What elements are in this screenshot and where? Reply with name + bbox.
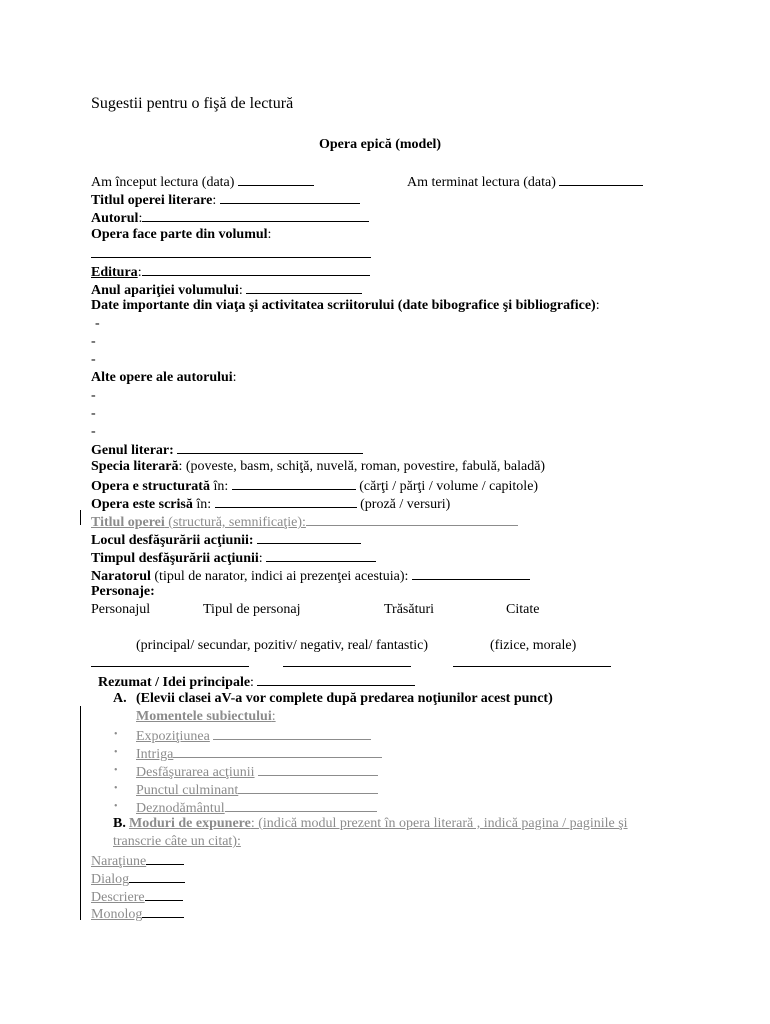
moment-item: Expoziţiunea xyxy=(136,726,371,746)
table-header-quotes: Citate xyxy=(506,602,540,617)
bio-item: - xyxy=(91,352,96,367)
bullet-icon: • xyxy=(114,783,118,794)
mode-item: Dialog xyxy=(91,869,185,889)
page-heading: Sugestii pentru o fişă de lectură xyxy=(91,95,294,112)
table-subheader-traits: (fizice, morale) xyxy=(490,638,577,653)
section-b-text-2: transcrie câte un citat): xyxy=(113,834,241,849)
section-b-text: Moduri de expunere: (indică modul prezent în opera literară , indică pagina / paginile şi xyxy=(129,816,628,831)
change-bar xyxy=(80,510,81,525)
structure-field: Opera e structurată în: (cărţi / părţi / volume / capitole) xyxy=(91,476,538,496)
author-field: Autorul: xyxy=(91,208,369,228)
other-works-item: - xyxy=(91,406,96,421)
genre-field: Genul literar: xyxy=(91,440,363,460)
table-header-type: Tipul de personaj xyxy=(203,602,301,617)
volume-field: Opera face parte din volumul: xyxy=(91,227,272,242)
table-blank xyxy=(283,666,411,667)
table-header-traits: Trăsături xyxy=(384,602,435,617)
moment-item: Deznodământul xyxy=(136,798,377,818)
section-b-marker: B. xyxy=(113,816,126,831)
moment-item: Desfăşurarea acţiunii xyxy=(136,762,378,782)
mode-item: Monolog xyxy=(91,904,184,924)
other-works-field: Alte opere ale autorului: xyxy=(91,370,237,385)
table-header-character: Personajul xyxy=(91,602,151,617)
other-works-item: - xyxy=(91,424,96,439)
publisher-field: Editura: xyxy=(91,262,370,282)
other-works-item: - xyxy=(91,388,96,403)
characters-label: Personaje: xyxy=(91,584,155,599)
time-field: Timpul desfăşurării acţiunii: xyxy=(91,548,376,568)
moment-item: Punctul culminant xyxy=(136,780,378,800)
section-a-marker: A. xyxy=(113,691,127,706)
bullet-icon: • xyxy=(114,747,118,758)
year-field: Anul apariţiei volumului: xyxy=(91,280,362,300)
mode-item: Naraţiune xyxy=(91,851,184,871)
bio-item: - xyxy=(91,334,96,349)
section-a-text: (Elevii clasei aV-a vor complete după predarea noţiunilor acest punct) xyxy=(136,691,553,706)
mode-item: Descriere xyxy=(91,887,183,907)
bullet-icon: • xyxy=(114,765,118,776)
bullet-icon: • xyxy=(114,801,118,812)
volume-blank xyxy=(91,257,371,258)
bullet-icon: • xyxy=(114,729,118,740)
end-date-field: Am terminat lectura (data) xyxy=(407,172,643,192)
table-subheader-type: (principal/ secundar, pozitiv/ negativ, real/ fantastic) xyxy=(136,638,429,653)
moments-title: Momentele subiectului: xyxy=(136,709,276,724)
subtitle: Opera epică (model) xyxy=(319,137,442,152)
moment-item: Intriga xyxy=(136,744,382,764)
change-bar xyxy=(80,706,81,920)
species-field: Specia literară: (poveste, basm, schiţă, nuvelă, roman, povestire, fabulă, baladă) xyxy=(91,459,546,474)
written-field: Opera este scrisă în: (proză / versuri) xyxy=(91,494,450,514)
start-date-field: Am început lectura (data) xyxy=(91,172,314,192)
title-structure-field: Titlul operei (structură, semnificaţie): xyxy=(91,512,518,532)
bio-field: Date importante din viaţa şi activitatea scriitorului (date bibografice şi bibliografice): xyxy=(91,298,600,313)
summary-field: Rezumat / Idei principale: xyxy=(98,672,415,692)
narrator-field: Naratorul (tipul de narator, indici ai prezenţei acestuia): xyxy=(91,566,530,586)
bio-item: - xyxy=(95,316,100,331)
title-field: Titlul operei literare: xyxy=(91,190,360,210)
place-field: Locul desfăşurării acţiunii: xyxy=(91,530,361,550)
table-blank xyxy=(453,666,611,667)
table-blank xyxy=(91,666,249,667)
